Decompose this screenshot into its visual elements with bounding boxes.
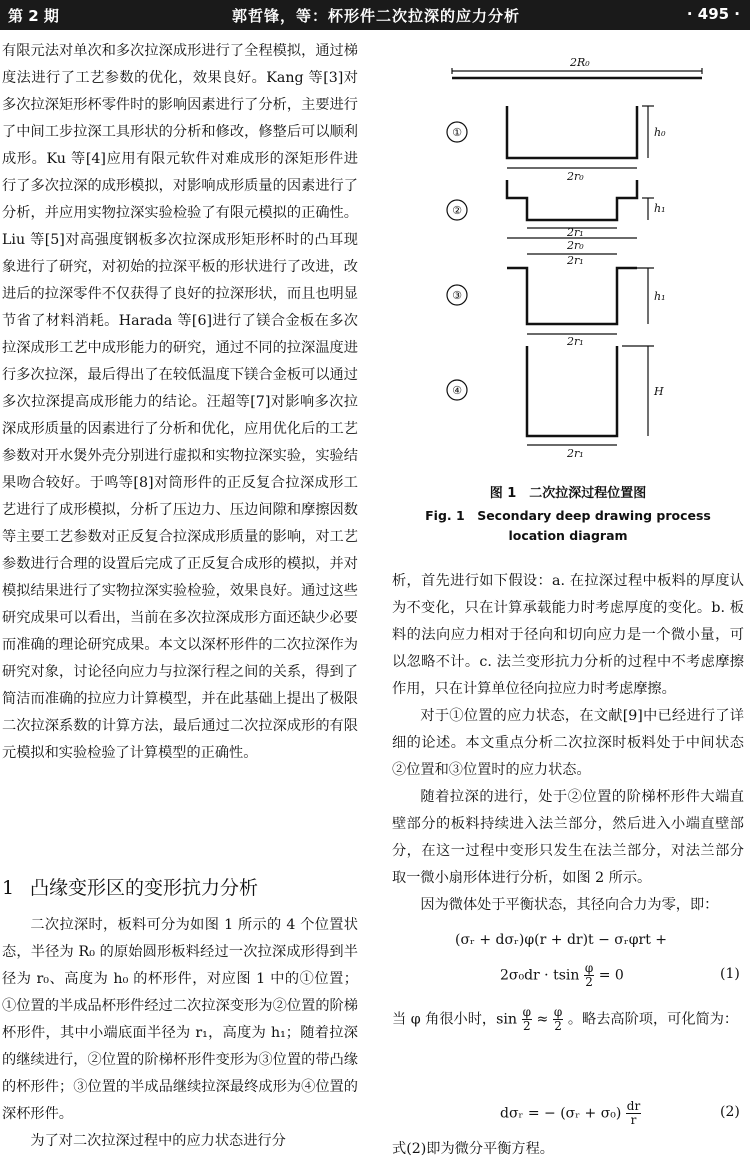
figure-caption-zh: 图 1 二次拉深过程位置图 (489, 486, 647, 501)
eq2-frac-den: r (630, 1113, 637, 1127)
page-number: · 495 · (686, 5, 740, 23)
figure-deep-drawing-diagram (432, 40, 732, 460)
equation-1-line2 (500, 962, 624, 989)
right-column (392, 568, 744, 919)
label-2r0-1: 2r₀ (567, 170, 584, 183)
running-title: 郭哲锋，等：杯形件二次拉深的应力分析 (232, 7, 521, 25)
equation-2 (500, 1100, 641, 1127)
eq2-fraction (626, 1100, 641, 1127)
cup-position-2 (507, 180, 637, 220)
eq1-fraction (584, 962, 594, 989)
section-heading (2, 873, 358, 900)
page-header (0, 0, 750, 30)
eq2-frac-num: dr (626, 1099, 641, 1113)
eq1-frac-num: φ (584, 961, 594, 975)
label-2R0: 2R₀ (570, 56, 590, 69)
left-column-lower (2, 912, 358, 1155)
label-2r1-2: 2r₁ (567, 226, 584, 239)
cup-position-1 (507, 106, 637, 158)
label-2r0-2: 2r₀ (567, 239, 584, 252)
small-angle-text-a: 当 φ 角很小时，sin (392, 1011, 518, 1028)
label-position-2: ② (452, 204, 462, 217)
eq1-tail: = 0 (598, 967, 624, 984)
paragraph-analysis-start: 为了对二次拉深过程中的应力状态进行分 (30, 1133, 286, 1149)
eq1-frac-den: 2 (585, 975, 593, 989)
equation-2-number: (2) (720, 1104, 740, 1120)
small-angle-frac-1: $\frac{\varphi}{2}$ (522, 1005, 531, 1033)
label-2r1-3top: 2r₁ (567, 254, 584, 267)
label-position-4: ④ (452, 384, 462, 397)
section-number: 1 (2, 877, 15, 899)
label-2r1-3: 2r₁ (567, 335, 584, 348)
small-angle-text-b: ≈ (536, 1011, 553, 1028)
eq2-term: dσᵣ = − (σᵣ + σ₀) (500, 1105, 622, 1122)
label-h1-2: h₁ (654, 202, 666, 215)
eq1-term: 2σ₀dr · tsin (500, 967, 580, 984)
label-h1-3: h₁ (654, 290, 666, 303)
label-position-3: ③ (452, 289, 462, 302)
equation-1-number: (1) (720, 966, 740, 982)
small-angle-paragraph (392, 1006, 744, 1034)
section-title: 凸缘变形区的变形抗力分析 (30, 877, 259, 899)
closing-line (392, 1136, 744, 1163)
cup-position-4 (527, 346, 617, 436)
label-2r1-4: 2r₁ (567, 447, 584, 460)
paragraph-equilibrium: 因为微体处于平衡状态，其径向合力为零，即： (420, 897, 719, 913)
label-H: H (654, 385, 664, 398)
cup-position-3 (507, 268, 637, 324)
paragraph-flange-analysis: 随着拉深的进行，处于②位置的阶梯杯形件大端直壁部分的板料持续进入法兰部分，然后进入小端直壁部分，在这一过程中变形只发生在法兰部分，对法兰部分取一微小扇形体进行分析，如图 2 所示。 (392, 789, 744, 886)
figure-caption-en-line2: location diagram (508, 528, 628, 543)
issue-number: 第 2 期 (8, 7, 59, 25)
label-h0: h₀ (654, 126, 666, 139)
label-position-1: ① (452, 126, 462, 139)
left-column (2, 38, 358, 767)
paragraph-position-states: 对于①位置的应力状态，在文献[9]中已经进行了详细的论述。本文重点分析二次拉深时板料处于中间状态②位置和③位置时的应力状态。 (392, 708, 744, 778)
paragraph-intro: 有限元法对单次和多次拉深成形进行了全程模拟，通过梯度法进行了工艺参数的优化，效果良好。Kang 等[3]对多次拉深矩形杯零件时的影响因素进行了分析，主要进行了中间工步拉深工具形状的分析和修改，修整后可以顺利成形。Ku 等[4]应用有限元软件对难成形的深矩形件进行了多次拉深的成形模拟，对影响成形质量的因素进行了分析，并应用实物拉深实验检验了有限元模拟的正确性。Liu 等[5]对高强度钢板多次拉深成形矩形杯时的凸耳现象进行了研究，对初始的拉深平板的形状进行了改进，改进后的拉深零件不仅获得了良好的拉深形状，而且也明显节省了材料消耗。Harada 等[6]进行了镁合金板在多次拉深成形工艺中成形能力的研究，通过不同的拉深温度进行多次拉深，最后得出了在较低温度下镁合金板可以通过多次拉深提高成形能力的结论。汪超等[7]对影响多次拉深成形质量的因素进行了分析和优化，应用优化后的工艺参数对开水煲外壳分别进行虚拟和实物拉深实验，实验结果吻合较好。于鸣等[8]对筒形件的正反复合拉深成形工艺进行了成形模拟，分析了压边力、压边间隙和摩擦因数等主要工艺参数对正反复合拉深成形质量的影响，对工艺参数进行合理的设置后完成了正反复合成形的模拟，并对模拟结果进行了实物拉深实验检验，效果良好。通过这些研究成果可以看出，当前在多次拉深成形方面还缺少必要而准确的理论研究成果。本文以深杯形件的二次拉深作为研究对象，讨论径向应力与拉深行程之间的关系，得到了简洁而准确的拉应力计算模型，并在此基础上提出了极限二次拉深系数的计算方法，最后通过二次拉深成形的有限元模拟和实验检验了计算模型的正确性。 (2, 43, 358, 761)
figure-caption-en-line1: Fig. 1 Secondary deep drawing process (425, 508, 711, 523)
small-angle-frac-2: $\frac{\varphi}{2}$ (553, 1005, 563, 1033)
paragraph-differential: 式(2)即为微分平衡方程。 (392, 1141, 554, 1157)
equation-1-line1: (σᵣ + dσᵣ)φ(r + dr)t − σᵣφrt + (455, 932, 668, 948)
paragraph-assumptions: 析，首先进行如下假设：a. 在拉深过程中板料的厚度认为不变化，只在计算承载能力时考虑厚度的变化。b. 板料的法向应力相对于径向和切向应力是一个微小量，可以忽略不计。c. 法兰变形抗力分析的过程中不考虑摩擦作用，只在计算单位径向拉应力时考虑摩擦。 (392, 573, 744, 697)
small-angle-text-c: 。略去高阶项，可化简为： (567, 1011, 739, 1028)
paragraph-positions: 二次拉深时，板料可分为如图 1 所示的 4 个位置状态，半径为 R₀ 的原始圆形板料经过一次拉深成形得到半径为 r₀、高度为 h₀ 的杯形件，对应图 1 中的①位置；①位置的半成品杯形件经过二次拉深变形为②位置的阶梯杯形件，其中小端底面半径为 r₁，高度为 h₁；随着拉深的继续进行，②位置的阶梯杯形件变形为③位置的带凸缘的杯形件；③位置的半成品继续拉深最终成形为④位置的深杯形件。 (2, 917, 358, 1122)
